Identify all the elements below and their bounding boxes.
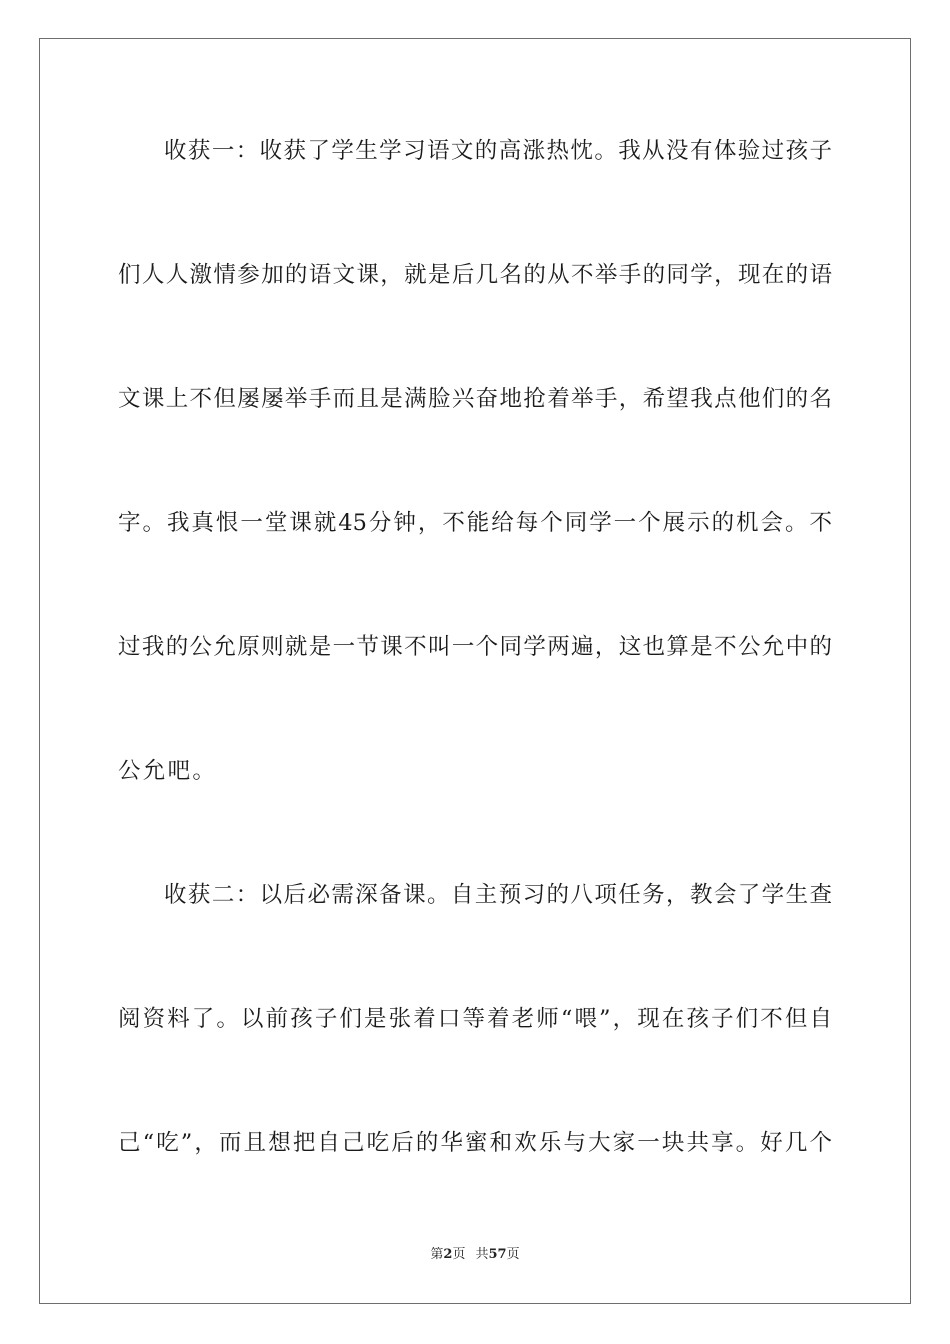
paragraph-1-line-5: 过我的公允原则就是一节课不叫一个同学两遍，这也算是不公允中的 — [118, 634, 832, 660]
paragraph-2-line-3: 己“吃”，而且想把自己吃后的华蜜和欢乐与大家一块共享。好几个 — [118, 1130, 832, 1156]
total-suffix: 页 — [506, 1247, 520, 1262]
total-prefix: 共 — [475, 1247, 489, 1262]
page-number: 2 — [443, 1247, 453, 1262]
page-border — [39, 38, 911, 1304]
paragraph-2-line-2: 阅资料了。以前孩子们是张着口等着老师“喂”，现在孩子们不但自 — [118, 1006, 832, 1032]
paragraph-1-line-6: 公允吧。 — [118, 758, 218, 784]
paragraph-1-line-3: 文课上不但屡屡举手而且是满脸兴奋地抢着举手，希望我点他们的名 — [118, 386, 832, 412]
total-pages: 57 — [488, 1247, 507, 1262]
page-footer — [0, 1246, 950, 1264]
paragraph-1-line-2: 们人人激情参加的语文课，就是后几名的从不举手的同学，现在的语 — [118, 262, 832, 288]
page-suffix: 页 — [452, 1247, 466, 1262]
paragraph-1-line-1: 收获一：收获了学生学习语文的高涨热忱。我从没有体验过孩子 — [164, 138, 832, 164]
paragraph-2-line-1: 收获二：以后必需深备课。自主预习的八项任务，教会了学生查 — [164, 882, 832, 908]
paragraph-1-line-4: 字。我真恨一堂课就45分钟，不能给每个同学一个展示的机会。不 — [118, 510, 832, 536]
page-prefix: 第 — [430, 1247, 444, 1262]
